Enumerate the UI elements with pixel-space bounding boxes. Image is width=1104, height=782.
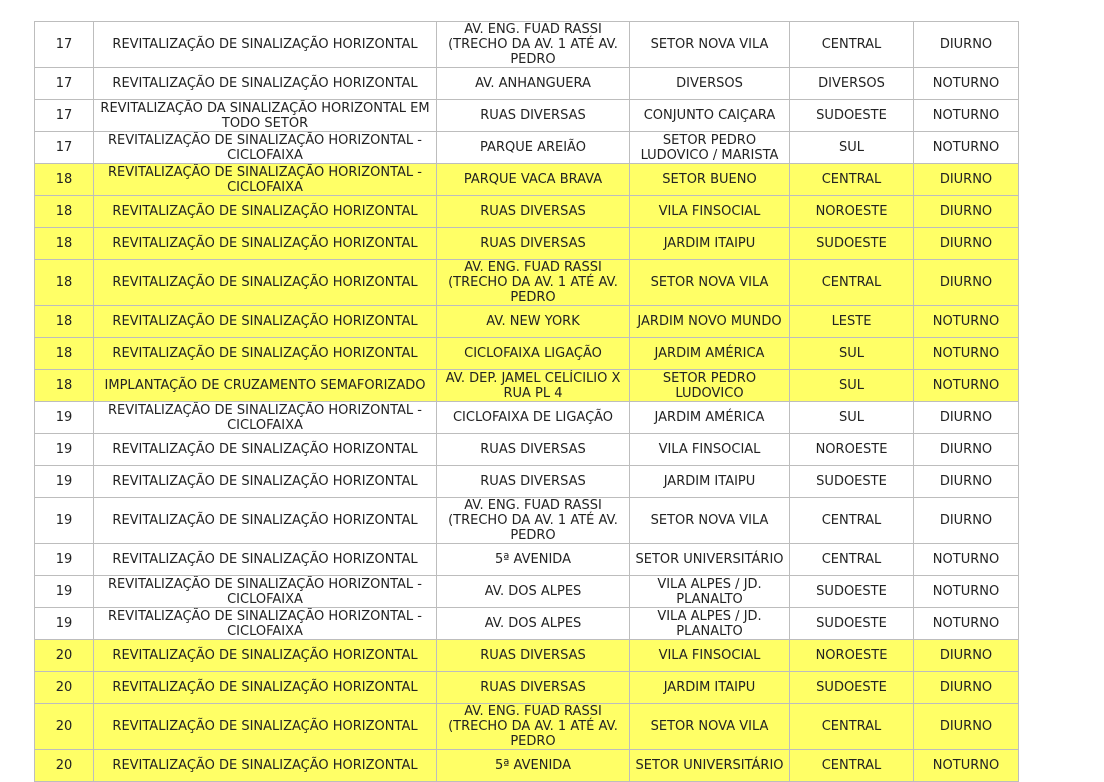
cell-neighborhood: CONJUNTO CAIÇARA <box>630 100 790 132</box>
cell-shift: NOTURNO <box>914 100 1019 132</box>
cell-location: RUAS DIVERSAS <box>437 672 630 704</box>
cell-shift: NOTURNO <box>914 608 1019 640</box>
cell-service: REVITALIZAÇÃO DE SINALIZAÇÃO HORIZONTAL - CICLOFAIXA <box>94 402 437 434</box>
cell-shift: NOTURNO <box>914 544 1019 576</box>
cell-service: REVITALIZAÇÃO DE SINALIZAÇÃO HORIZONTAL <box>94 22 437 68</box>
cell-region: SUDOESTE <box>790 100 914 132</box>
table-row <box>35 704 1019 750</box>
cell-week: 18 <box>35 196 94 228</box>
cell-region: SUDOESTE <box>790 672 914 704</box>
cell-week: 20 <box>35 704 94 750</box>
table-row <box>35 196 1019 228</box>
cell-week: 17 <box>35 68 94 100</box>
cell-service: REVITALIZAÇÃO DE SINALIZAÇÃO HORIZONTAL <box>94 498 437 544</box>
cell-service: REVITALIZAÇÃO DE SINALIZAÇÃO HORIZONTAL - CICLOFAIXA <box>94 164 437 196</box>
cell-week: 20 <box>35 672 94 704</box>
cell-neighborhood: VILA FINSOCIAL <box>630 434 790 466</box>
cell-neighborhood: SETOR PEDRO LUDOVICO / MARISTA <box>630 132 790 164</box>
cell-region: SUL <box>790 370 914 402</box>
cell-neighborhood: SETOR NOVA VILA <box>630 260 790 306</box>
cell-shift: DIURNO <box>914 640 1019 672</box>
cell-location: RUAS DIVERSAS <box>437 640 630 672</box>
table-row <box>35 544 1019 576</box>
cell-region: NOROESTE <box>790 196 914 228</box>
cell-location: AV. ENG. FUAD RASSI (TRECHO DA AV. 1 ATÉ AV. PEDRO <box>437 498 630 544</box>
cell-service: REVITALIZAÇÃO DE SINALIZAÇÃO HORIZONTAL <box>94 704 437 750</box>
cell-week: 20 <box>35 750 94 782</box>
cell-week: 18 <box>35 370 94 402</box>
cell-region: NOROESTE <box>790 434 914 466</box>
cell-service: REVITALIZAÇÃO DE SINALIZAÇÃO HORIZONTAL - CICLOFAIXA <box>94 608 437 640</box>
table-row <box>35 608 1019 640</box>
cell-service: IMPLANTAÇÃO DE CRUZAMENTO SEMAFORIZADO <box>94 370 437 402</box>
table-row <box>35 100 1019 132</box>
table-row <box>35 68 1019 100</box>
table-row <box>35 434 1019 466</box>
table-row <box>35 338 1019 370</box>
cell-week: 19 <box>35 608 94 640</box>
cell-location: RUAS DIVERSAS <box>437 466 630 498</box>
cell-service: REVITALIZAÇÃO DE SINALIZAÇÃO HORIZONTAL <box>94 434 437 466</box>
schedule-table <box>34 21 1019 782</box>
cell-neighborhood: VILA ALPES / JD. PLANALTO <box>630 576 790 608</box>
cell-week: 19 <box>35 498 94 544</box>
cell-service: REVITALIZAÇÃO DE SINALIZAÇÃO HORIZONTAL <box>94 196 437 228</box>
cell-neighborhood: VILA FINSOCIAL <box>630 640 790 672</box>
cell-neighborhood: JARDIM ITAIPU <box>630 672 790 704</box>
cell-region: SUDOESTE <box>790 608 914 640</box>
cell-week: 18 <box>35 306 94 338</box>
cell-service: REVITALIZAÇÃO DE SINALIZAÇÃO HORIZONTAL <box>94 306 437 338</box>
cell-service: REVITALIZAÇÃO DE SINALIZAÇÃO HORIZONTAL <box>94 544 437 576</box>
cell-neighborhood: SETOR PEDRO LUDOVICO <box>630 370 790 402</box>
cell-region: CENTRAL <box>790 704 914 750</box>
cell-service: REVITALIZAÇÃO DE SINALIZAÇÃO HORIZONTAL <box>94 750 437 782</box>
cell-service: REVITALIZAÇÃO DE SINALIZAÇÃO HORIZONTAL <box>94 260 437 306</box>
cell-location: RUAS DIVERSAS <box>437 434 630 466</box>
cell-shift: NOTURNO <box>914 68 1019 100</box>
cell-shift: DIURNO <box>914 260 1019 306</box>
cell-neighborhood: DIVERSOS <box>630 68 790 100</box>
table-row <box>35 750 1019 782</box>
table-row <box>35 228 1019 260</box>
table-row <box>35 306 1019 338</box>
cell-shift: DIURNO <box>914 22 1019 68</box>
cell-week: 18 <box>35 164 94 196</box>
cell-week: 17 <box>35 22 94 68</box>
table-row <box>35 260 1019 306</box>
cell-region: DIVERSOS <box>790 68 914 100</box>
cell-region: SUL <box>790 338 914 370</box>
cell-location: CICLOFAIXA LIGAÇÃO <box>437 338 630 370</box>
cell-shift: DIURNO <box>914 704 1019 750</box>
cell-region: SUDOESTE <box>790 228 914 260</box>
cell-shift: DIURNO <box>914 498 1019 544</box>
cell-service: REVITALIZAÇÃO DE SINALIZAÇÃO HORIZONTAL <box>94 228 437 260</box>
cell-neighborhood: JARDIM AMÉRICA <box>630 338 790 370</box>
cell-week: 18 <box>35 228 94 260</box>
cell-location: 5ª AVENIDA <box>437 544 630 576</box>
cell-service: REVITALIZAÇÃO DA SINALIZAÇÃO HORIZONTAL EM TODO SETOR <box>94 100 437 132</box>
cell-location: 5ª AVENIDA <box>437 750 630 782</box>
cell-region: SUDOESTE <box>790 576 914 608</box>
cell-week: 19 <box>35 402 94 434</box>
cell-location: AV. DEP. JAMEL CELÍCILIO X RUA PL 4 <box>437 370 630 402</box>
cell-shift: DIURNO <box>914 434 1019 466</box>
cell-service: REVITALIZAÇÃO DE SINALIZAÇÃO HORIZONTAL - CICLOFAIXA <box>94 576 437 608</box>
cell-shift: NOTURNO <box>914 750 1019 782</box>
table-row <box>35 672 1019 704</box>
cell-location: AV. DOS ALPES <box>437 576 630 608</box>
cell-location: CICLOFAIXA DE LIGAÇÃO <box>437 402 630 434</box>
cell-location: AV. ENG. FUAD RASSI (TRECHO DA AV. 1 ATÉ AV. PEDRO <box>437 22 630 68</box>
cell-week: 19 <box>35 544 94 576</box>
cell-region: CENTRAL <box>790 498 914 544</box>
cell-shift: DIURNO <box>914 196 1019 228</box>
table-row <box>35 466 1019 498</box>
table-row <box>35 22 1019 68</box>
cell-week: 18 <box>35 260 94 306</box>
cell-service: REVITALIZAÇÃO DE SINALIZAÇÃO HORIZONTAL <box>94 640 437 672</box>
cell-week: 19 <box>35 576 94 608</box>
cell-region: SUL <box>790 402 914 434</box>
cell-neighborhood: JARDIM ITAIPU <box>630 228 790 260</box>
cell-shift: DIURNO <box>914 402 1019 434</box>
table-row <box>35 370 1019 402</box>
cell-location: AV. DOS ALPES <box>437 608 630 640</box>
table-row <box>35 132 1019 164</box>
cell-week: 19 <box>35 434 94 466</box>
cell-neighborhood: SETOR NOVA VILA <box>630 498 790 544</box>
cell-shift: NOTURNO <box>914 306 1019 338</box>
table-row <box>35 640 1019 672</box>
cell-shift: NOTURNO <box>914 338 1019 370</box>
cell-region: NOROESTE <box>790 640 914 672</box>
cell-shift: DIURNO <box>914 228 1019 260</box>
table-row <box>35 402 1019 434</box>
cell-region: LESTE <box>790 306 914 338</box>
cell-region: CENTRAL <box>790 164 914 196</box>
cell-location: RUAS DIVERSAS <box>437 196 630 228</box>
cell-region: CENTRAL <box>790 544 914 576</box>
cell-neighborhood: SETOR NOVA VILA <box>630 22 790 68</box>
cell-neighborhood: SETOR BUENO <box>630 164 790 196</box>
table-row <box>35 576 1019 608</box>
cell-neighborhood: SETOR UNIVERSITÁRIO <box>630 750 790 782</box>
cell-neighborhood: SETOR UNIVERSITÁRIO <box>630 544 790 576</box>
cell-week: 17 <box>35 100 94 132</box>
cell-week: 19 <box>35 466 94 498</box>
cell-neighborhood: VILA FINSOCIAL <box>630 196 790 228</box>
cell-shift: NOTURNO <box>914 370 1019 402</box>
cell-service: REVITALIZAÇÃO DE SINALIZAÇÃO HORIZONTAL <box>94 672 437 704</box>
table-row <box>35 164 1019 196</box>
cell-location: AV. NEW YORK <box>437 306 630 338</box>
cell-neighborhood: JARDIM AMÉRICA <box>630 402 790 434</box>
cell-region: SUDOESTE <box>790 466 914 498</box>
cell-shift: DIURNO <box>914 164 1019 196</box>
table-row <box>35 498 1019 544</box>
cell-week: 18 <box>35 338 94 370</box>
cell-shift: NOTURNO <box>914 576 1019 608</box>
cell-region: CENTRAL <box>790 750 914 782</box>
cell-neighborhood: SETOR NOVA VILA <box>630 704 790 750</box>
cell-shift: NOTURNO <box>914 132 1019 164</box>
cell-neighborhood: JARDIM NOVO MUNDO <box>630 306 790 338</box>
cell-location: PARQUE AREIÃO <box>437 132 630 164</box>
cell-service: REVITALIZAÇÃO DE SINALIZAÇÃO HORIZONTAL <box>94 466 437 498</box>
cell-location: AV. ENG. FUAD RASSI (TRECHO DA AV. 1 ATÉ AV. PEDRO <box>437 260 630 306</box>
cell-week: 20 <box>35 640 94 672</box>
cell-service: REVITALIZAÇÃO DE SINALIZAÇÃO HORIZONTAL - CICLOFAIXA <box>94 132 437 164</box>
cell-location: RUAS DIVERSAS <box>437 100 630 132</box>
cell-region: SUL <box>790 132 914 164</box>
cell-location: RUAS DIVERSAS <box>437 228 630 260</box>
cell-location: AV. ANHANGUERA <box>437 68 630 100</box>
cell-shift: DIURNO <box>914 672 1019 704</box>
cell-region: CENTRAL <box>790 22 914 68</box>
cell-service: REVITALIZAÇÃO DE SINALIZAÇÃO HORIZONTAL <box>94 68 437 100</box>
cell-week: 17 <box>35 132 94 164</box>
cell-neighborhood: JARDIM ITAIPU <box>630 466 790 498</box>
cell-location: AV. ENG. FUAD RASSI (TRECHO DA AV. 1 ATÉ AV. PEDRO <box>437 704 630 750</box>
cell-location: PARQUE VACA BRAVA <box>437 164 630 196</box>
cell-shift: DIURNO <box>914 466 1019 498</box>
cell-region: CENTRAL <box>790 260 914 306</box>
cell-service: REVITALIZAÇÃO DE SINALIZAÇÃO HORIZONTAL <box>94 338 437 370</box>
schedule-table-body <box>35 22 1019 782</box>
cell-neighborhood: VILA ALPES / JD. PLANALTO <box>630 608 790 640</box>
